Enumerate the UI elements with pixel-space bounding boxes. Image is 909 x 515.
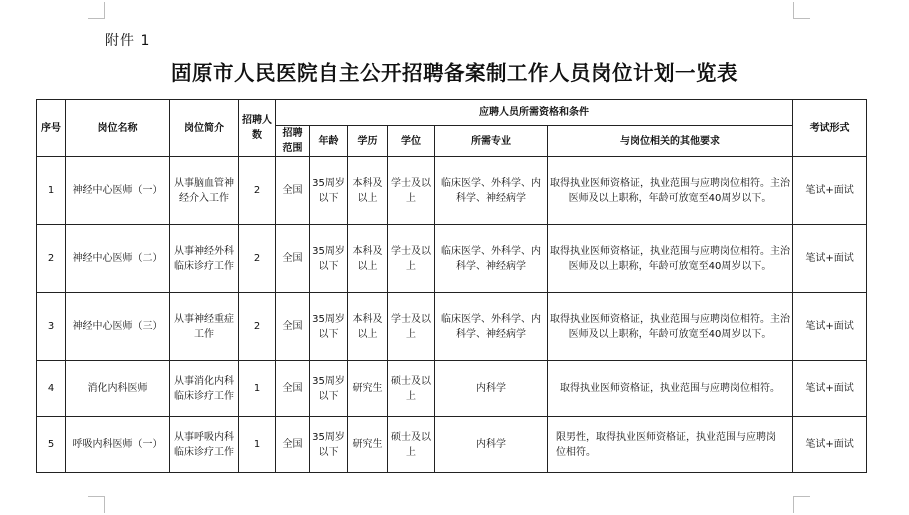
header-seq: 序号: [37, 100, 66, 157]
header-major: 所需专业: [435, 126, 548, 157]
header-qualifications-group: 应聘人员所需资格和条件: [276, 100, 793, 126]
cell-scope: 全国: [276, 157, 310, 225]
cell-post-name: 神经中心医师（一）: [66, 157, 170, 225]
cell-exam: 笔试+面试: [793, 417, 867, 473]
cell-education: 本科及以上: [348, 225, 388, 293]
cell-scope: 全国: [276, 361, 310, 417]
cell-major: 临床医学、外科学、内科学、神经病学: [435, 225, 548, 293]
cell-exam: 笔试+面试: [793, 361, 867, 417]
table-row: [37, 361, 867, 417]
crop-mark-top-right: [793, 2, 810, 19]
table-row: [37, 293, 867, 361]
cell-exam: 笔试+面试: [793, 293, 867, 361]
cell-post-name: 神经中心医师（二）: [66, 225, 170, 293]
cell-count: 2: [239, 225, 276, 293]
cell-requirements: 取得执业医师资格证，执业范围与应聘岗位相符。主治医师及以上职称，年龄可放宽至40周岁以下。: [548, 293, 793, 361]
cell-post-desc: 从事消化内科临床诊疗工作: [170, 361, 239, 417]
cell-degree: 学士及以上: [388, 293, 435, 361]
cell-degree: 学士及以上: [388, 225, 435, 293]
cell-major: 临床医学、外科学、内科学、神经病学: [435, 157, 548, 225]
cell-scope: 全国: [276, 417, 310, 473]
cell-education: 研究生: [348, 417, 388, 473]
cell-post-name: 呼吸内科医师（一）: [66, 417, 170, 473]
header-degree: 学位: [388, 126, 435, 157]
cell-exam: 笔试+面试: [793, 157, 867, 225]
cell-seq: 2: [37, 225, 66, 293]
cell-age: 35周岁以下: [310, 361, 348, 417]
header-education: 学历: [348, 126, 388, 157]
cell-age: 35周岁以下: [310, 293, 348, 361]
cell-requirements: 取得执业医师资格证，执业范围与应聘岗位相符。主治医师及以上职称，年龄可放宽至40周岁以下。: [548, 225, 793, 293]
cell-age: 35周岁以下: [310, 417, 348, 473]
cell-post-name: 消化内科医师: [66, 361, 170, 417]
cell-education: 本科及以上: [348, 157, 388, 225]
header-scope: 招聘范围: [276, 126, 310, 157]
attachment-label: 附件 1: [105, 33, 151, 49]
cell-scope: 全国: [276, 293, 310, 361]
cell-requirements: 取得执业医师资格证，执业范围与应聘岗位相符。: [548, 361, 793, 417]
cell-post-desc: 从事神经外科临床诊疗工作: [170, 225, 239, 293]
cell-post-name: 神经中心医师（三）: [66, 293, 170, 361]
crop-mark-top-left: [88, 2, 105, 19]
crop-mark-bottom-right: [793, 496, 810, 513]
table-row: [37, 225, 867, 293]
cell-post-desc: 从事神经重症工作: [170, 293, 239, 361]
cell-post-desc: 从事呼吸内科临床诊疗工作: [170, 417, 239, 473]
table-row: [37, 417, 867, 473]
cell-age: 35周岁以下: [310, 157, 348, 225]
header-exam: 考试形式: [793, 100, 867, 157]
cell-count: 2: [239, 293, 276, 361]
cell-age: 35周岁以下: [310, 225, 348, 293]
header-requirements: 与岗位相关的其他要求: [548, 126, 793, 157]
cell-count: 2: [239, 157, 276, 225]
cell-exam: 笔试+面试: [793, 225, 867, 293]
cell-degree: 学士及以上: [388, 157, 435, 225]
cell-seq: 1: [37, 157, 66, 225]
header-row-1: [37, 100, 867, 126]
header-count: 招聘人数: [239, 100, 276, 157]
cell-scope: 全国: [276, 225, 310, 293]
cell-post-desc: 从事脑血管神经介入工作: [170, 157, 239, 225]
recruitment-table: [36, 99, 867, 473]
cell-requirements: 取得执业医师资格证，执业范围与应聘岗位相符。主治医师及以上职称，年龄可放宽至40周岁以下。: [548, 157, 793, 225]
cell-seq: 3: [37, 293, 66, 361]
table-row: [37, 157, 867, 225]
cell-education: 研究生: [348, 361, 388, 417]
header-post-desc: 岗位简介: [170, 100, 239, 157]
header-age: 年龄: [310, 126, 348, 157]
cell-count: 1: [239, 417, 276, 473]
cell-requirements: 限男性，取得执业医师资格证，执业范围与应聘岗位相符。: [548, 417, 793, 473]
crop-mark-bottom-left: [88, 496, 105, 513]
cell-degree: 硕士及以上: [388, 361, 435, 417]
cell-major: 内科学: [435, 361, 548, 417]
cell-major: 临床医学、外科学、内科学、神经病学: [435, 293, 548, 361]
cell-seq: 4: [37, 361, 66, 417]
cell-seq: 5: [37, 417, 66, 473]
cell-count: 1: [239, 361, 276, 417]
cell-education: 本科及以上: [348, 293, 388, 361]
page-title: 固原市人民医院自主公开招聘备案制工作人员岗位计划一览表: [171, 61, 738, 85]
header-post-name: 岗位名称: [66, 100, 170, 157]
cell-major: 内科学: [435, 417, 548, 473]
cell-degree: 硕士及以上: [388, 417, 435, 473]
